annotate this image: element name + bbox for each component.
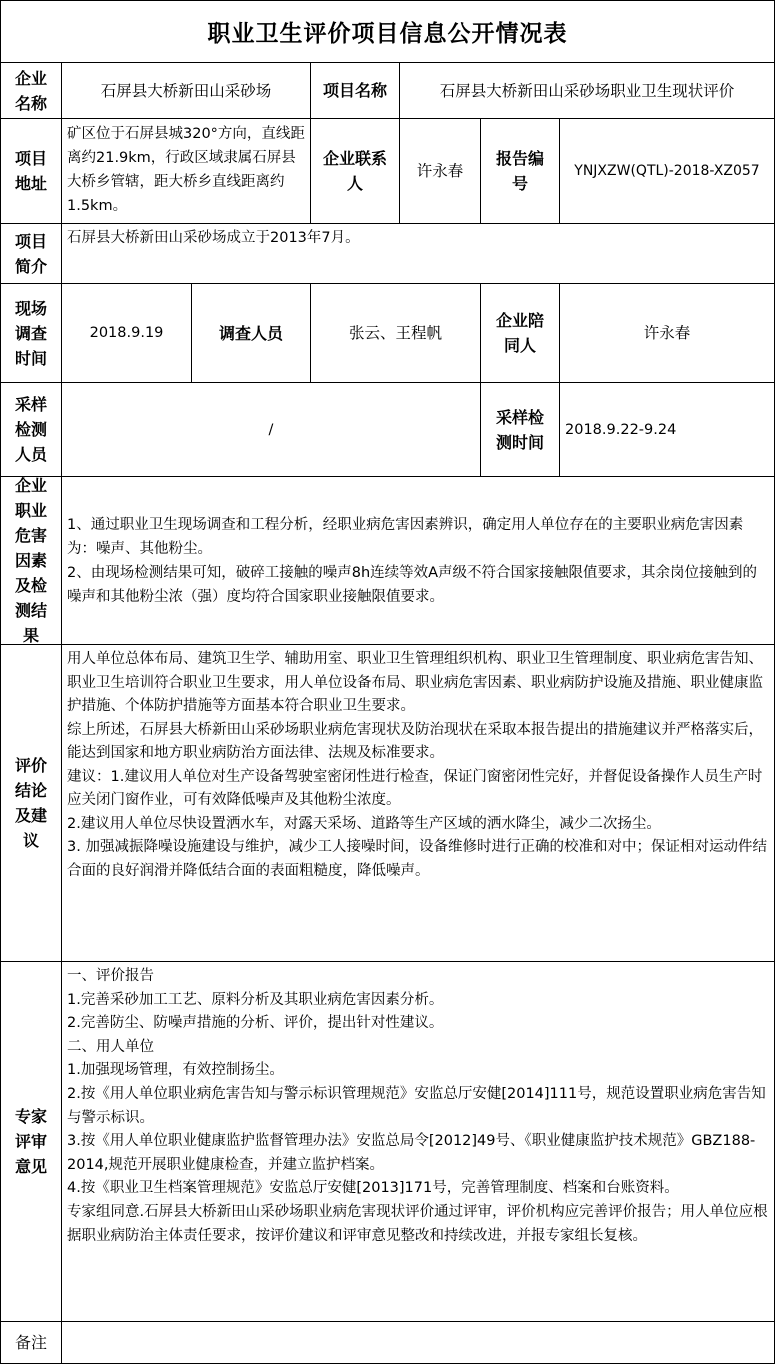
hazard-results-value: 1、通过职业卫生现场调查和工程分析，经职业病危害因素辨识，确定用人单位存在的主要职业病危害因素为：噪声、其他粉尘。 2、由现场检测结果可知，破碎工接触的噪声8h连续等效A声级不符合国家接触限值要求，其余岗位接触到的噪声和其他粉尘浓（强）度均符合国家职业接触限值要求。 [61, 476, 775, 645]
contact-person-value: 许永春 [399, 118, 481, 224]
conclusion-label: 评价 结论 及建 议 [0, 644, 62, 962]
investigator-label: 调查人员 [191, 283, 311, 383]
project-intro-value: 石屏县大桥新田山采砂场成立于2013年7月。 [61, 223, 775, 284]
project-name-label: 项目名称 [310, 62, 400, 119]
sampling-staff-value: / [61, 382, 481, 477]
survey-time-label: 现场 调查 时间 [0, 283, 62, 383]
investigator-value: 张云、王程帆 [310, 283, 481, 383]
expert-opinion-value: 一、评价报告 1.完善采砂加工工艺、原料分析及其职业病危害因素分析。 2.完善防尘、防噪声措施的分析、评价，提出针对性建议。 二、用人单位 1.加强现场管理，有效控制扬尘。 2.按《用人单位职业病危害告知与警示标识管理规范》安监总厅安健[2014]111号，规范设置职业病危害告知与警示标识。 3.按《用人单位职业健康监护监督管理办法》安监总局令[2012]49号、《职业健康监护技术规范》GBZ188-2014,规范开展职业健康检查，并建立监护档案。 4.按《职业卫生档案管理规范》安监总厅安健[2013]171号，完善管理制度、档案和台账资料。 专家组同意.石屏县大桥新田山采砂场职业病危害现状评价通过评审，评价机构应完善评价报告；用人单位应根据职业病防治主体责任要求，按评价建议和评审意见整改和持续改进，并报专家组长复核。 [61, 961, 775, 1322]
report-number-label: 报告编 号 [480, 118, 560, 224]
project-intro-label: 项目 简介 [0, 223, 62, 284]
company-name-value: 石屏县大桥新田山采砂场 [61, 62, 311, 119]
company-name-label: 企业 名称 [0, 62, 62, 119]
report-number-value: YNJXZW(QTL)-2018-XZ057 [559, 118, 775, 224]
remarks-label: 备注 [0, 1321, 62, 1364]
page-title: 职业卫生评价项目信息公开情况表 [0, 0, 775, 62]
project-name-value: 石屏县大桥新田山采砂场职业卫生现状评价 [399, 62, 775, 119]
expert-opinion-label: 专家 评审 意见 [0, 961, 62, 1322]
project-address-label: 项目 地址 [0, 118, 62, 224]
conclusion-value: 用人单位总体布局、建筑卫生学、辅助用室、职业卫生管理组织机构、职业卫生管理制度、职业病危害告知、职业卫生培训符合职业卫生要求，用人单位设备布局、职业病危害因素、职业病防护设施及措施、职业健康监护措施、个体防护措施等方面基本符合职业卫生要求。 综上所述，石屏县大桥新田山采砂场职业病危害现状及防治现状在采取本报告提出的措施建议并严格落实后，能达到国家和地方职业病防治方面法律、法规及标准要求。 建议：1.建议用人单位对生产设备驾驶室密闭性进行检查，保证门窗密闭性完好，并督促设备操作人员生产时应关闭门窗作业，可有效降低噪声及其他粉尘浓度。 2.建议用人单位尽快设置洒水车，对露天采场、道路等生产区域的洒水降尘，减少二次扬尘。 3. 加强减振降噪设施建设与维护，减少工人接噪时间，设备维修时进行正确的校准和对中；保证相对运动件结合面的良好润滑并降低结合面的表面粗糙度，降低噪声。 [61, 644, 775, 962]
survey-time-value: 2018.9.19 [61, 283, 192, 383]
hazard-results-label: 企业 职业 危害 因素 及检 测结 果 [0, 476, 62, 645]
sampling-time-label: 采样检 测时间 [480, 382, 560, 477]
project-address-value: 矿区位于石屏县城320°方向，直线距离约21.9km，行政区域隶属石屏县大桥乡管辖，距大桥乡直线距离约1.5km。 [61, 118, 311, 224]
contact-person-label: 企业联系 人 [310, 118, 400, 224]
company-escort-label: 企业陪 同人 [480, 283, 560, 383]
sampling-time-value: 2018.9.22-9.24 [559, 382, 775, 477]
sampling-staff-label: 采样 检测 人员 [0, 382, 62, 477]
company-escort-value: 许永春 [559, 283, 775, 383]
remarks-value [61, 1321, 775, 1364]
